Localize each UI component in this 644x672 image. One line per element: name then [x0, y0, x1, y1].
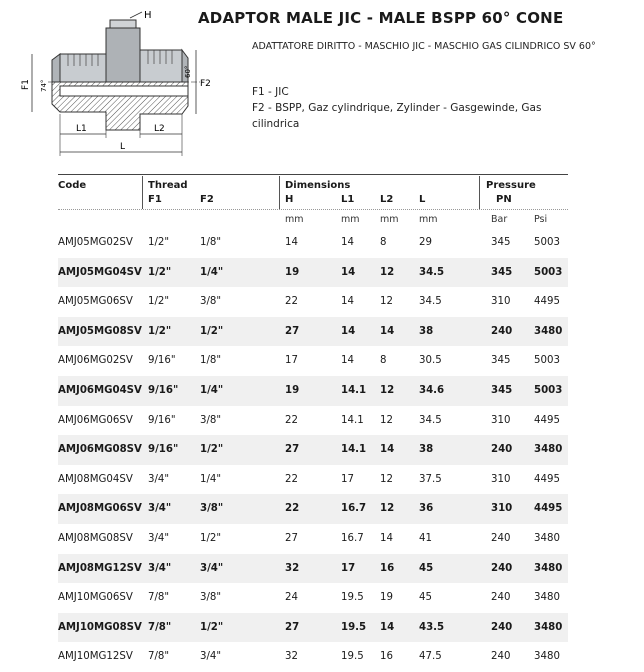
cell-f1: 9/16"	[148, 414, 176, 426]
cell-psi: 3480	[534, 444, 563, 456]
cell-l: 36	[419, 503, 434, 515]
cell-bar: 240	[491, 592, 511, 604]
unit-h: mm	[285, 214, 304, 225]
col-l2: L2	[380, 194, 394, 205]
cell-f1: 7/8"	[148, 651, 170, 663]
cell-code: AMJ06MG04SV	[58, 384, 142, 396]
cell-f2: 1/4"	[200, 473, 222, 485]
cell-psi: 3480	[534, 532, 560, 544]
label-l: L	[120, 142, 126, 152]
note-f1: F1 - JIC	[252, 86, 289, 98]
cell-l: 34.6	[419, 384, 445, 396]
cell-l2: 12	[380, 414, 393, 426]
cell-bar: 240	[491, 621, 513, 633]
cell-f1: 3/4"	[148, 473, 170, 485]
cell-f2: 1/2"	[200, 532, 222, 544]
cell-l1: 19.5	[341, 621, 367, 633]
cell-code: AMJ10MG08SV	[58, 621, 142, 633]
cell-l: 45	[419, 562, 434, 574]
cell-f1: 3/4"	[148, 562, 172, 574]
note-f2: F2 - BSPP, Gaz cylindrique, Zylinder - Gasgewinde, Gas cilindrica	[252, 102, 542, 130]
table-top-rule	[58, 174, 568, 175]
cell-h: 32	[285, 651, 298, 663]
cell-h: 22	[285, 503, 300, 515]
cell-l2: 12	[380, 266, 395, 278]
unit-bar: Bar	[491, 214, 508, 225]
cell-f1: 1/2"	[148, 325, 172, 337]
col-f2: F2	[200, 194, 214, 205]
cell-h: 22	[285, 296, 298, 308]
cell-l: 43.5	[419, 621, 445, 633]
cell-l2: 16	[380, 651, 393, 663]
cell-f1: 1/2"	[148, 296, 170, 308]
table-row	[58, 406, 568, 436]
cell-bar: 240	[491, 325, 513, 337]
cell-l: 34.5	[419, 296, 442, 308]
cell-f1: 3/4"	[148, 503, 172, 515]
cell-f1: 7/8"	[148, 621, 172, 633]
label-angle-2: 60°	[184, 65, 192, 78]
table-row	[58, 376, 568, 406]
cell-h: 27	[285, 325, 300, 337]
cell-f2: 3/4"	[200, 651, 222, 663]
label-l2: L2	[154, 124, 165, 134]
cell-l1: 19.5	[341, 651, 364, 663]
unit-l: mm	[419, 214, 438, 225]
table-row	[58, 465, 568, 495]
cell-f2: 3/4"	[200, 562, 224, 574]
cell-code: AMJ05MG02SV	[58, 237, 133, 248]
table-row	[58, 494, 568, 524]
cell-psi: 3480	[534, 651, 560, 663]
table-row	[58, 613, 568, 643]
cell-psi: 3480	[534, 325, 563, 337]
cell-l2: 14	[380, 621, 395, 633]
cell-l1: 14.1	[341, 384, 367, 396]
cell-f2: 1/8"	[200, 237, 222, 248]
cell-h: 32	[285, 562, 300, 574]
cell-f1: 1/2"	[148, 237, 170, 248]
cell-code: AMJ05MG04SV	[58, 266, 142, 278]
cell-l: 37.5	[419, 473, 442, 485]
label-f1: F1	[21, 79, 31, 90]
cell-l1: 16.7	[341, 503, 367, 515]
table-row	[58, 435, 568, 465]
cell-l1: 14.1	[341, 414, 364, 426]
table-row	[58, 642, 568, 672]
cell-l2: 8	[380, 355, 387, 367]
cell-bar: 310	[491, 414, 511, 426]
cell-f1: 9/16"	[148, 444, 179, 456]
cell-l: 45	[419, 592, 432, 604]
cell-psi: 4495	[534, 473, 560, 485]
cell-h: 22	[285, 414, 298, 426]
cell-l2: 14	[380, 532, 393, 544]
cell-psi: 5003	[534, 266, 563, 278]
cell-f2: 1/2"	[200, 325, 224, 337]
page-title: ADAPTOR MALE JIC - MALE BSPP 60° CONE	[198, 9, 564, 27]
cell-psi: 5003	[534, 384, 563, 396]
col-dimensions: Dimensions	[285, 180, 351, 191]
cell-l2: 14	[380, 325, 395, 337]
cell-l: 47.5	[419, 651, 442, 663]
unit-psi: Psi	[534, 214, 548, 225]
cell-l: 38	[419, 444, 434, 456]
cell-l1: 14	[341, 296, 354, 308]
cell-l2: 19	[380, 592, 393, 604]
cell-code: AMJ08MG06SV	[58, 503, 142, 515]
cell-l: 34.5	[419, 266, 445, 278]
cell-l2: 12	[380, 384, 395, 396]
col-code: Code	[58, 180, 87, 191]
dimensions-table	[58, 176, 568, 672]
cell-bar: 310	[491, 503, 513, 515]
cell-l2: 16	[380, 562, 395, 574]
page-subtitle: ADATTATORE DIRITTO - MASCHIO JIC - MASCHIO GAS CILINDRICO SV 60°	[252, 41, 596, 52]
cell-bar: 310	[491, 473, 511, 485]
cell-bar: 240	[491, 444, 513, 456]
cell-h: 19	[285, 266, 300, 278]
cell-code: AMJ06MG02SV	[58, 355, 133, 367]
cell-l2: 14	[380, 444, 395, 456]
cell-code: AMJ08MG08SV	[58, 532, 133, 544]
cell-code: AMJ10MG06SV	[58, 592, 133, 604]
cell-psi: 4495	[534, 503, 563, 515]
cell-l2: 12	[380, 473, 393, 485]
cell-code: AMJ05MG06SV	[58, 296, 133, 308]
thread-notes	[252, 84, 582, 132]
cell-l1: 14	[341, 325, 356, 337]
table-row	[58, 228, 568, 258]
cell-h: 27	[285, 621, 300, 633]
cell-l2: 12	[380, 503, 395, 515]
col-pn: PN	[496, 194, 512, 205]
cell-psi: 3480	[534, 562, 563, 574]
cell-l2: 12	[380, 296, 393, 308]
cell-l: 30.5	[419, 355, 442, 367]
cell-h: 14	[285, 237, 298, 248]
unit-l2: mm	[380, 214, 399, 225]
cell-f2: 1/2"	[200, 621, 224, 633]
cell-f2: 3/8"	[200, 592, 222, 604]
cell-l1: 16.7	[341, 532, 364, 544]
table-row	[58, 583, 568, 613]
cell-f1: 7/8"	[148, 592, 170, 604]
col-thread: Thread	[148, 180, 188, 191]
cell-f2: 1/4"	[200, 266, 224, 278]
cell-l1: 19.5	[341, 592, 364, 604]
table-row	[58, 524, 568, 554]
cell-l: 38	[419, 325, 434, 337]
cell-bar: 345	[491, 355, 511, 367]
cell-f1: 9/16"	[148, 355, 176, 367]
cell-f2: 3/8"	[200, 414, 222, 426]
cell-l2: 8	[380, 237, 387, 248]
cell-l1: 17	[341, 473, 354, 485]
label-l1: L1	[76, 124, 87, 134]
table-row	[58, 287, 568, 317]
cell-h: 17	[285, 355, 298, 367]
cell-bar: 345	[491, 266, 513, 278]
cell-psi: 5003	[534, 237, 560, 248]
cell-h: 22	[285, 473, 298, 485]
col-l1: L1	[341, 194, 355, 205]
cell-psi: 5003	[534, 355, 560, 367]
cell-h: 24	[285, 592, 298, 604]
cell-psi: 4495	[534, 296, 560, 308]
cell-l1: 17	[341, 562, 356, 574]
cell-l: 41	[419, 532, 432, 544]
cell-h: 27	[285, 444, 300, 456]
table-row	[58, 258, 568, 288]
cell-code: AMJ06MG06SV	[58, 414, 133, 426]
cell-bar: 240	[491, 651, 511, 663]
cell-l: 34.5	[419, 414, 442, 426]
cell-code: AMJ06MG08SV	[58, 444, 142, 456]
cell-psi: 3480	[534, 621, 563, 633]
cell-bar: 240	[491, 562, 513, 574]
cell-h: 27	[285, 532, 298, 544]
cell-bar: 345	[491, 384, 513, 396]
table-body	[58, 228, 568, 672]
adaptor-diagram	[18, 6, 211, 164]
col-pressure: Pressure	[486, 180, 536, 191]
cell-l1: 14.1	[341, 444, 367, 456]
col-l: L	[419, 194, 426, 205]
table-header	[58, 176, 568, 228]
cell-psi: 3480	[534, 592, 560, 604]
cell-psi: 4495	[534, 414, 560, 426]
cell-f2: 1/4"	[200, 384, 224, 396]
cell-f1: 3/4"	[148, 532, 170, 544]
cell-f2: 3/8"	[200, 296, 222, 308]
cell-l1: 14	[341, 266, 356, 278]
cell-code: AMJ10MG12SV	[58, 651, 133, 663]
cell-f2: 1/2"	[200, 444, 224, 456]
cell-l1: 14	[341, 237, 354, 248]
cell-code: AMJ08MG12SV	[58, 562, 142, 574]
cell-f1: 9/16"	[148, 384, 179, 396]
cell-h: 19	[285, 384, 300, 396]
cell-f1: 1/2"	[148, 266, 172, 278]
table-row	[58, 346, 568, 376]
unit-l1: mm	[341, 214, 360, 225]
col-f1: F1	[148, 194, 162, 205]
col-h: H	[285, 194, 294, 205]
cell-bar: 240	[491, 532, 511, 544]
cell-f2: 1/8"	[200, 355, 222, 367]
cell-code: AMJ05MG08SV	[58, 325, 142, 337]
cell-l: 29	[419, 237, 432, 248]
cell-code: AMJ08MG04SV	[58, 473, 133, 485]
table-row	[58, 317, 568, 347]
cell-l1: 14	[341, 355, 354, 367]
cell-bar: 310	[491, 296, 511, 308]
cell-bar: 345	[491, 237, 511, 248]
label-angle-1: 74°	[40, 79, 48, 92]
cell-f2: 3/8"	[200, 503, 224, 515]
table-row	[58, 554, 568, 584]
label-h: H	[144, 10, 152, 21]
label-f2: F2	[200, 79, 211, 89]
